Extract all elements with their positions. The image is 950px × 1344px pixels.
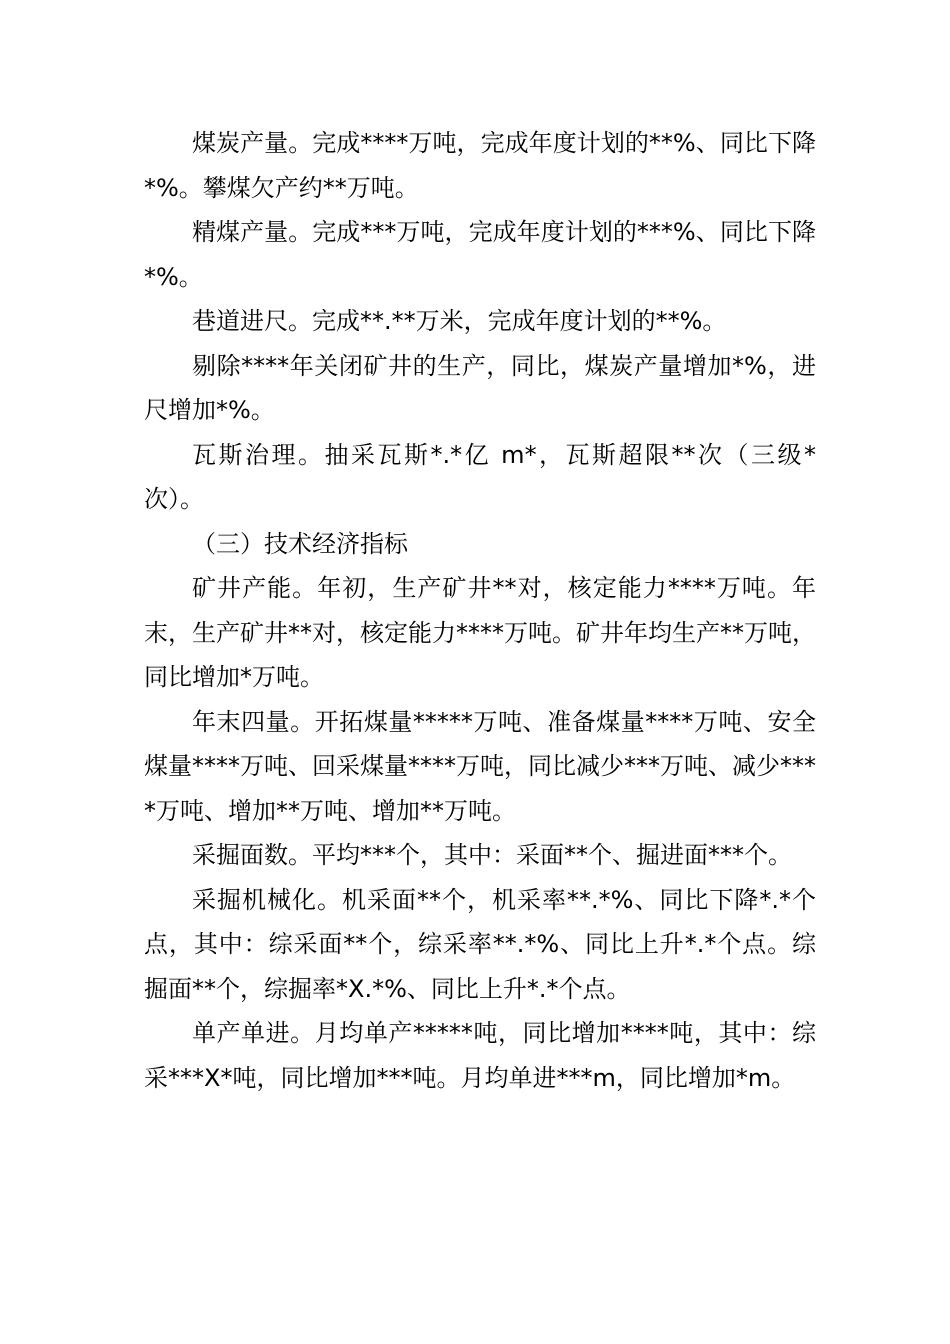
paragraph-mine-capacity: 矿井产能。年初，生产矿井**对，核定能力****万吨。年末，生产矿井**对，核定能力****万吨。矿井年均生产**万吨，同比增加*万吨。 <box>144 574 816 691</box>
paragraph-excluding-closed-mines: 剔除****年关闭矿井的生产，同比，煤炭产量增加*%，进尺增加*%。 <box>144 351 816 424</box>
paragraph-mechanization: 采掘机械化。机采面**个，机采率**.*%、同比下降*.*个点，其中：综采面**个，综采率**.*%、同比上升*.*个点。综掘面**个，综掘率*X.*%、同比上升*.*个点。 <box>144 885 816 1003</box>
paragraph-roadway-footage: 巷道进尺。完成**.**万米，完成年度计划的**%。 <box>192 307 727 335</box>
paragraph-clean-coal-output: 精煤产量。完成***万吨，完成年度计划的***%、同比下降*%。 <box>144 218 816 291</box>
document-body <box>144 121 816 1100</box>
paragraph-year-end-reserves: 年末四量。开拓煤量*****万吨、准备煤量****万吨、安全煤量****万吨、回采煤量****万吨，同比减少***万吨、减少****万吨、增加**万吨、增加**万吨。 <box>144 707 816 825</box>
paragraph-working-faces: 采掘面数。平均***个，其中：采面**个、掘进面***个。 <box>192 841 792 869</box>
paragraph-gas-control: 瓦斯治理。抽采瓦斯*.*亿 m*，瓦斯超限**次（三级*次）。 <box>144 440 816 513</box>
paragraph-unit-output: 单产单进。月均单产*****吨，同比增加****吨，其中：综采***X*吨，同比增加***吨。月均单进***m，同比增加*m。 <box>144 1019 816 1092</box>
section-heading: （三）技术经济指标 <box>192 529 408 558</box>
paragraph-coal-output: 煤炭产量。完成****万吨，完成年度计划的**%、同比下降*%。攀煤欠产约**万吨。 <box>144 129 816 202</box>
